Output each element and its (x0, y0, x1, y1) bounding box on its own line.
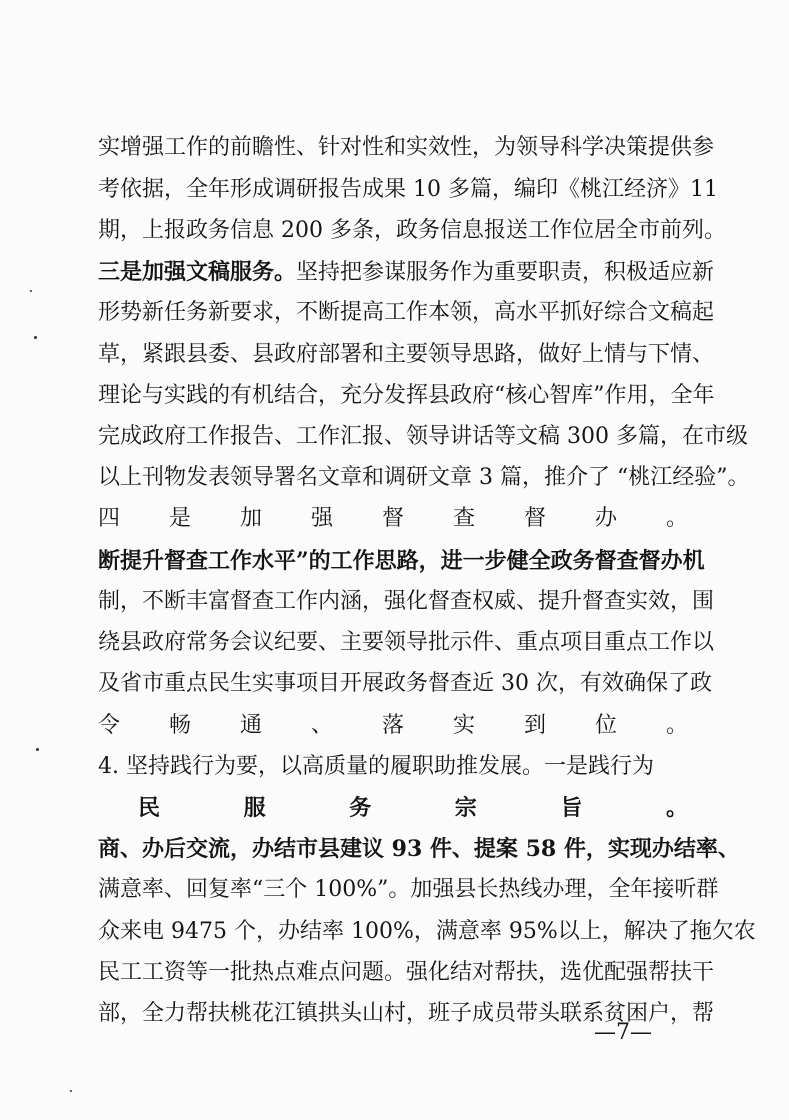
scan-speck (30, 290, 32, 292)
scan-speck (36, 748, 39, 751)
text-line: 满意率、回复率“三个 100%”。加强县长热线办理，全年接听群 (98, 877, 719, 902)
text-line: 三是加强文稿服务。坚持把参谋服务作为重要职责，积极适应新 (98, 259, 715, 285)
text-line: 绕县政府常务会议纪要、主要领导批示件、重点项目重点工作以 (98, 630, 715, 655)
text-line: 部，全力帮扶桃花江镇拱头山村，班子成员带头联系贫困户，帮 (98, 1001, 715, 1026)
text-line: 4. 坚持践行为要，以高质量的履职助推发展。一是践行为 (98, 754, 654, 779)
text-line: 制，不断丰富督查工作内涵，强化督查权威、提升督查实效，围 (98, 589, 715, 614)
text-line: 令畅通、落实到位。 (98, 713, 688, 738)
text-line: 众来电 9475 个，办结率 100%，满意率 95%以上，解决了拖欠农 (98, 919, 756, 944)
scan-speck (70, 1090, 72, 1092)
page-number: —7— (594, 1020, 652, 1045)
section-heading: 断提升督查工作水平”的工作思路，进一步健全政务督查督办机 (98, 548, 705, 574)
text-line: 民工工资等一批热点难点问题。强化结对帮扶，选优配强帮扶干 (98, 960, 715, 985)
text-line: 期，上报政务信息 200 多条，政务信息报送工作位居全市前列。 (98, 218, 726, 243)
scan-speck (34, 336, 37, 339)
numbered-heading: 民服务宗旨。 (138, 795, 688, 821)
section-heading: 商、办后交流，办结市县建议 93 件、提案 58 件，实现办结率、 (98, 836, 740, 862)
text-line: 以上刊物发表领导署名文章和调研文章 3 篇，推介了 “桃江经验”。 (98, 465, 750, 490)
section-heading: 三是加强文稿服务。 (98, 259, 297, 285)
text-line: 形势新任务新要求，不断提高工作本领，高水平抓好综合文稿起 (98, 300, 715, 325)
text-line (98, 541, 705, 581)
text-line: 实增强工作的前瞻性、针对性和实效性，为领导科学决策提供参 (98, 135, 715, 160)
text-line: 草，紧跟县委、县政府部署和主要领导思路，做好上情与下情、 (98, 342, 715, 367)
text-line: 完成政府工作报告、工作汇报、领导讲话等文稿 300 多篇，在市级 (98, 424, 748, 449)
text-line: 理论与实践的有机结合，充分发挥县政府“核心智库”作用，全年 (98, 383, 715, 408)
text-line: 考依据，全年形成调研报告成果 10 多篇，编印《桃江经济》11 (98, 177, 718, 202)
text-line (98, 829, 740, 869)
text-line: 及省市重点民生实事项目开展政务督查近 30 次，有效确保了政 (98, 671, 712, 696)
text-line: 四是加强督查督办。 (98, 506, 688, 531)
